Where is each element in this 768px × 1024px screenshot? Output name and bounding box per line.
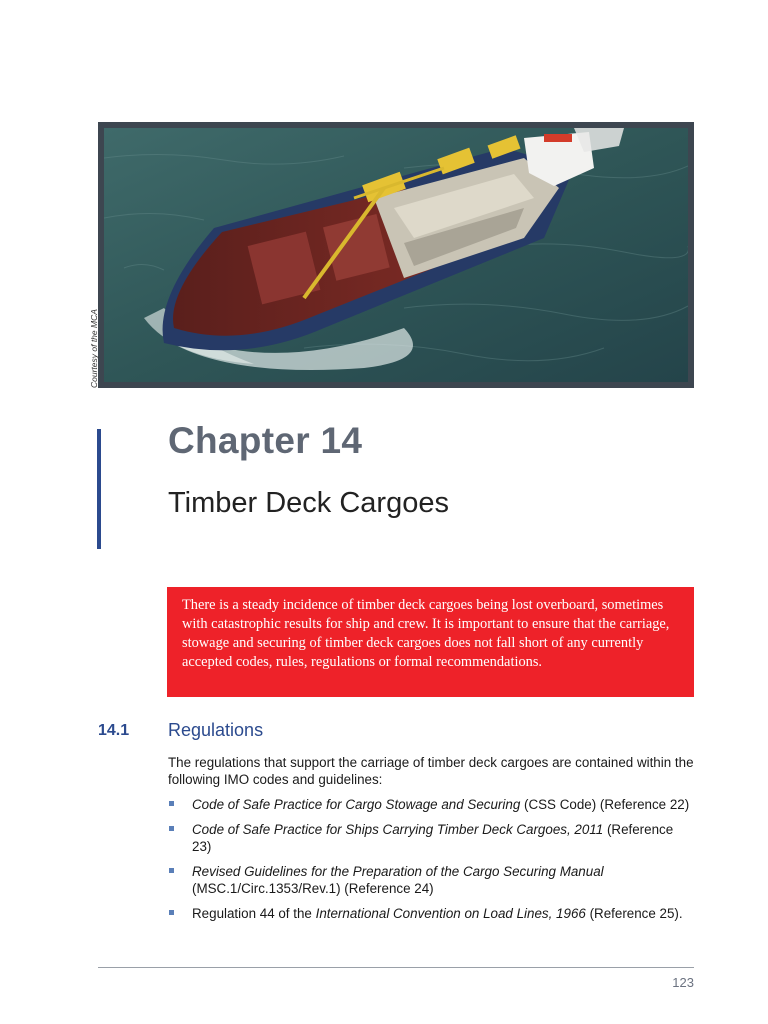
bullet-icon xyxy=(169,910,174,915)
reference-title: International Convention on Load Lines, 1966 xyxy=(315,906,586,921)
section-number: 14.1 xyxy=(98,722,130,739)
bullet-icon xyxy=(169,868,174,873)
page-number: 123 xyxy=(672,975,694,990)
section-title: Regulations xyxy=(168,720,264,740)
reference-list xyxy=(168,796,694,930)
footer-divider xyxy=(98,967,694,968)
reference-title: Code of Safe Practice for Cargo Stowage and Securing xyxy=(192,797,521,812)
list-item xyxy=(168,821,694,855)
reference-title: Revised Guidelines for the Preparation of the Cargo Securing Manual xyxy=(192,864,604,879)
reference-detail: (CSS Code) (Reference 22) xyxy=(520,797,690,812)
reference-title: Code of Safe Practice for Ships Carrying Timber Deck Cargoes, 2011 xyxy=(192,822,604,837)
callout-text: There is a steady incidence of timber deck cargoes being lost overboard, sometimes with catastrophic results for ship and crew. It is important to ensure that the carriage, stowage and securing of timber deck cargoes does not fall short of any currently accepted codes, rules, regulations or formal recommendations. xyxy=(182,597,670,670)
bullet-icon xyxy=(169,801,174,806)
bullet-icon xyxy=(169,826,174,831)
chapter-accent-bar xyxy=(97,429,101,549)
list-item xyxy=(168,796,694,813)
summary-callout xyxy=(167,587,694,697)
list-item xyxy=(168,863,694,897)
chapter-photo xyxy=(98,122,694,388)
chapter-title: Timber Deck Cargoes xyxy=(168,487,449,519)
chapter-number: Chapter 14 xyxy=(168,420,363,461)
reference-detail: (Reference 23) xyxy=(192,822,674,854)
reference-detail: (MSC.1/Circ.1353/Rev.1) (Reference 24) xyxy=(192,881,434,896)
list-item xyxy=(168,905,694,922)
photo-credit: Courtesy of the MCA xyxy=(89,309,99,388)
reference-prefix: Regulation 44 of the xyxy=(192,906,316,921)
listing-ship-photo xyxy=(104,128,688,382)
section-intro: The regulations that support the carriage of timber deck cargoes are contained within the following IMO codes and guidelines: xyxy=(168,755,694,787)
reference-detail: (Reference 25). xyxy=(585,906,683,921)
